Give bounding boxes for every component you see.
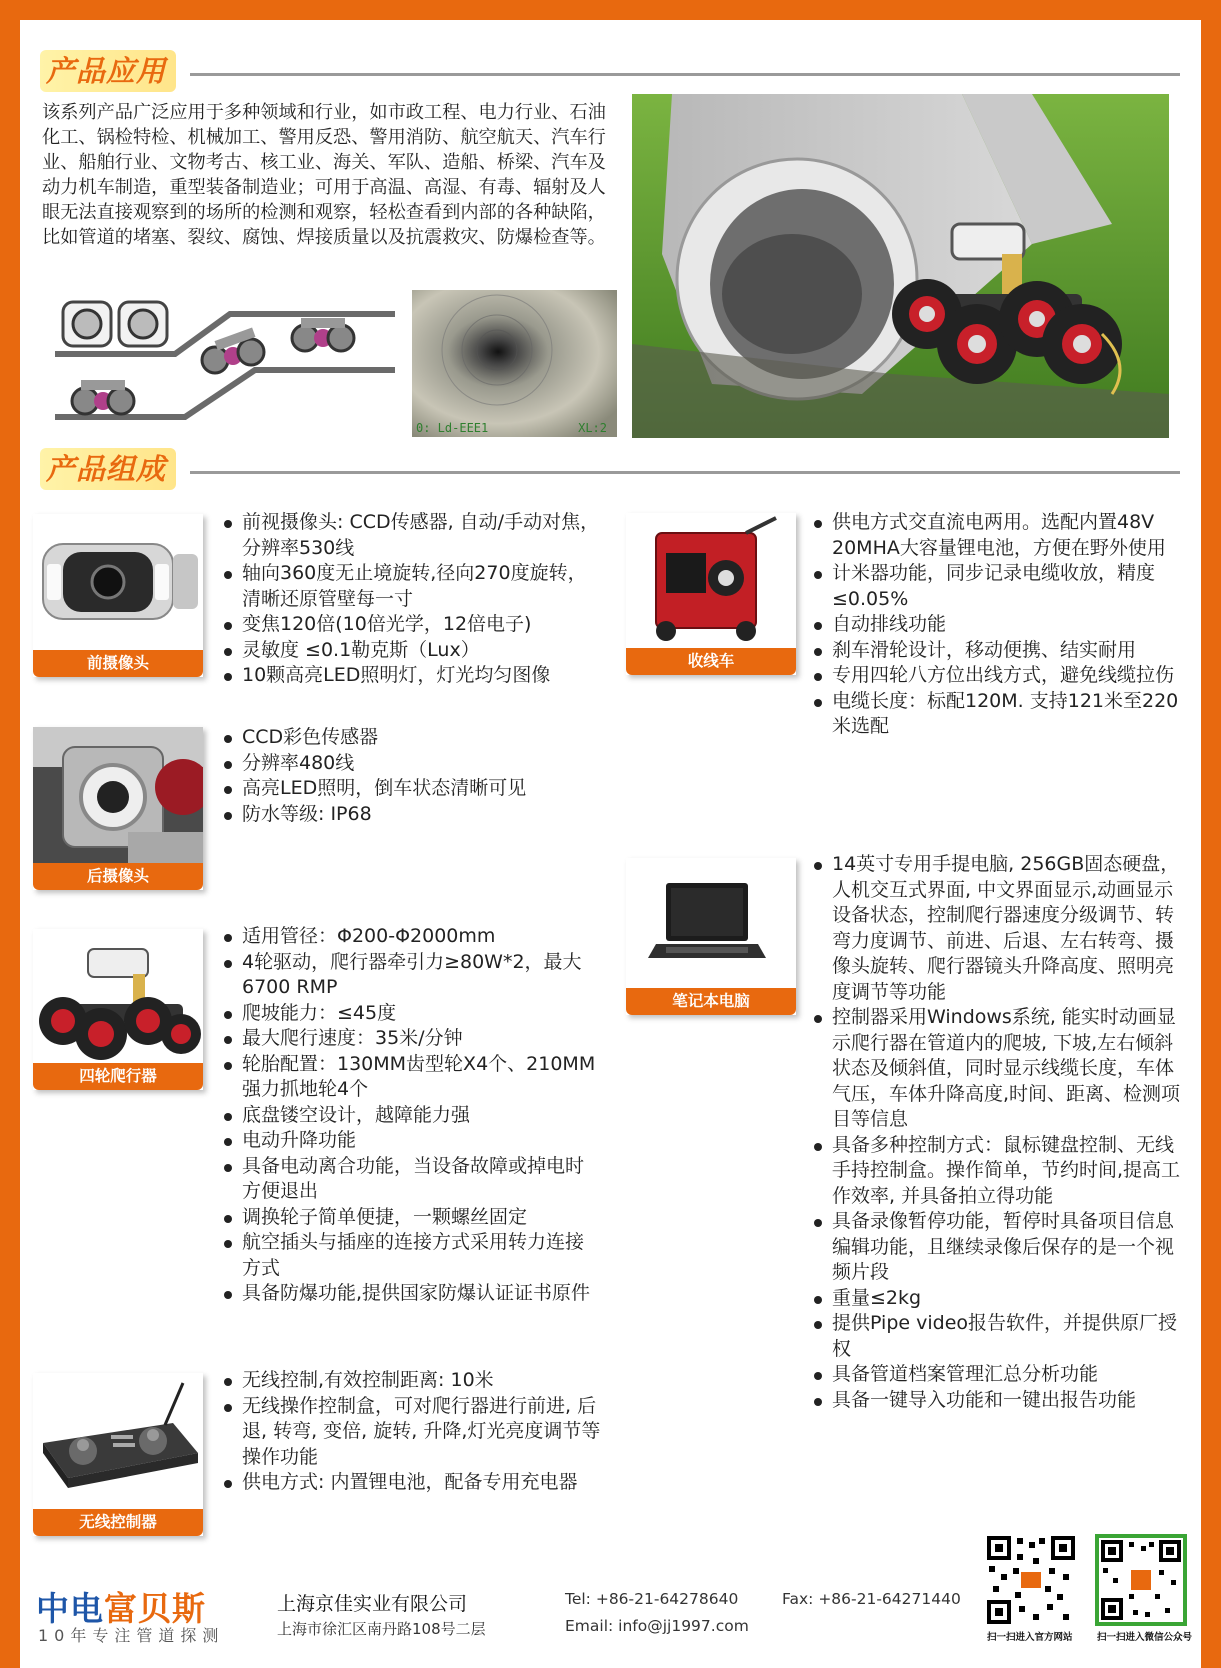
spec-item: 爬坡能力：≤45度 (222, 1001, 602, 1027)
spec-item: CCD彩色传感器 (222, 725, 602, 751)
component-card-wireless-controller (33, 1373, 203, 1536)
section-title: 产品组成 (40, 448, 176, 490)
pipe-overlay-left: 0: Ld-EEE1 (416, 421, 489, 435)
crawler-slope-diagram (55, 292, 395, 432)
spec-item: 适用管径：Φ200-Φ2000mm (222, 924, 602, 950)
front-camera-label: 前摄像头 (33, 650, 203, 677)
laptop-specs (812, 852, 1192, 1413)
qr-code-website-icon[interactable] (985, 1534, 1077, 1626)
intro-paragraph: 该系列产品广泛应用于多种领域和行业，如市政工程、电力行业、石油化工、锅检特检、机械加工、警用反恐、警用消防、航空航天、汽车行业、船舶行业、文物考古、核工业、海关、军队、造船、桥梁、汽车及动力机车制造，重型装备制造业；可用于高温、高湿、有毒、辐射及人眼无法直接观察到的场所的检测和观察，轻松查看到内部的各种缺陷，比如管道的堵塞、裂纹、腐蚀、焊接质量以及抗震救灾、防爆检查等。 (42, 102, 606, 248)
spec-item: 提供Pipe video报告软件，并提供原厂授权 (812, 1311, 1192, 1362)
pipe-overlay-right: XL:2 (578, 421, 607, 435)
crawler-label: 四轮爬行器 (33, 1063, 203, 1090)
component-card-crawler (33, 929, 203, 1090)
spec-item: 分辨率480线 (222, 751, 602, 777)
spec-item: 具备管道档案管理汇总分析功能 (812, 1362, 1192, 1388)
fax-number: Fax: +86-21-64271440 (782, 1590, 961, 1608)
component-card-laptop (626, 858, 796, 1015)
spec-item: 具备录像暂停功能，暂停时具备项目信息编辑功能，且继续录像后保存的是一个视频片段 (812, 1209, 1192, 1286)
email-address: Email: info@jj1997.com (565, 1617, 749, 1635)
rear-camera-image (33, 727, 203, 863)
front-camera-specs (222, 510, 602, 689)
spec-item: 10颗高亮LED照明灯，灯光均匀图像 (222, 663, 602, 689)
rear-camera-label: 后摄像头 (33, 863, 203, 890)
spec-item: 14英寸专用手提电脑, 256GB固态硬盘，人机交互式界面, 中文界面显示,动画显示设备状态，控制爬行器速度分级调节、转弯力度调节、前进、后退、左右转弯、摄像头旋转、爬行器镜头升降高度、照明亮度调节等功能 (812, 852, 1192, 1005)
reel-cart-image (626, 513, 796, 648)
spec-item: 变焦120倍(10倍光学，12倍电子) (222, 612, 602, 638)
spec-item: 刹车滑轮设计，移动便携、结实耐用 (812, 638, 1180, 664)
spec-item: 前视摄像头: CCD传感器, 自动/手动对焦，分辨率530线 (222, 510, 602, 561)
brand-logo-part1: 中电 (36, 1589, 104, 1628)
spec-item: 重量≤2kg (812, 1286, 1192, 1312)
spec-item: 具备防爆功能,提供国家防爆认证证书原件 (222, 1281, 602, 1307)
wireless-controller-image (33, 1373, 203, 1509)
laptop-label: 笔记本电脑 (626, 988, 796, 1015)
spec-item: 轴向360度无止境旋转,径向270度旋转，清晰还原管壁每一寸 (222, 561, 602, 612)
qr-code-wechat-icon[interactable] (1095, 1534, 1187, 1626)
section-rule (190, 471, 1180, 474)
laptop-image (626, 858, 796, 988)
brand-slogan: 10年专注管道探测 (38, 1626, 225, 1645)
brand-logo-part2: 富贝斯 (104, 1589, 206, 1628)
spec-item: 电动升降功能 (222, 1128, 602, 1154)
component-card-reel-cart (626, 513, 796, 675)
front-camera-image (33, 514, 203, 650)
section-header-composition (40, 448, 1180, 492)
spec-item: 无线操作控制盒，可对爬行器进行前进, 后退, 转弯, 变倍, 旋转, 升降,灯光亮度调节等操作功能 (222, 1394, 602, 1471)
spec-item: 电缆长度：标配120M. 支持121米至220米选配 (812, 689, 1180, 740)
reel-cart-label: 收线车 (626, 648, 796, 675)
spec-item: 具备一键导入功能和一键出报告功能 (812, 1388, 1192, 1414)
spec-item: 底盘镂空设计，越障能力强 (222, 1103, 602, 1129)
qr-caption-wechat: 扫一扫进入微信公众号 (1097, 1632, 1193, 1643)
wireless-controller-specs (222, 1368, 602, 1496)
component-card-rear-camera (33, 727, 203, 890)
qr-caption-website: 扫一扫进入官方网站 (987, 1632, 1073, 1643)
spec-item: 具备多种控制方式：鼠标键盘控制、无线手持控制盒。操作简单，节约时间,提高工作效率, 并具备拍立得功能 (812, 1133, 1192, 1210)
wireless-controller-label: 无线控制器 (33, 1509, 203, 1536)
spec-item: 调换轮子简单便捷，一颗螺丝固定 (222, 1205, 602, 1231)
field-crawler-photo (632, 94, 1169, 438)
phone-number: Tel: +86-21-64278640 (565, 1590, 739, 1608)
spec-item: 灵敏度 ≤0.1勒克斯（Lux） (222, 638, 602, 664)
spec-item: 供电方式: 内置锂电池，配备专用充电器 (222, 1470, 602, 1496)
crawler-specs (222, 924, 602, 1307)
pipe-interior-photo (412, 290, 617, 437)
spec-item: 自动排线功能 (812, 612, 1180, 638)
spec-item: 供电方式交直流电两用。选配内置48V 20MHA大容量锂电池，方便在野外使用 (812, 510, 1180, 561)
spec-item: 防水等级: IP68 (222, 802, 602, 828)
component-card-front-camera (33, 514, 203, 677)
spec-item: 最大爬行速度：35米/分钟 (222, 1026, 602, 1052)
spec-item: 4轮驱动，爬行器牵引力≥80W*2，最大6700 RMP (222, 950, 602, 1001)
spec-item: 无线控制,有效控制距离: 10米 (222, 1368, 602, 1394)
company-name: 上海京佳实业有限公司 (277, 1593, 468, 1615)
section-title: 产品应用 (40, 50, 176, 92)
spec-item: 计米器功能，同步记录电缆收放，精度≤0.05% (812, 561, 1180, 612)
spec-item: 专用四轮八方位出线方式，避免线缆拉伤 (812, 663, 1180, 689)
company-address: 上海市徐汇区南丹路108号二层 (277, 1620, 486, 1638)
crawler-image (33, 929, 203, 1063)
rear-camera-specs (222, 725, 602, 827)
spec-item: 控制器采用Windows系统, 能实时动画显示爬行器在管道内的爬坡, 下坡,左右倾斜状态及倾斜值，同时显示线缆长度，车体气压，车体升降高度,时间、距离、检测项目等信息 (812, 1005, 1192, 1133)
spec-item: 航空插头与插座的连接方式采用转力连接方式 (222, 1230, 602, 1281)
spec-item: 高亮LED照明，倒车状态清晰可见 (222, 776, 602, 802)
spec-item: 具备电动离合功能，当设备故障或掉电时方便退出 (222, 1154, 602, 1205)
section-rule (190, 73, 1180, 76)
section-header-application (40, 50, 1180, 94)
reel-cart-specs (812, 510, 1180, 740)
spec-item: 轮胎配置：130MM齿型轮X4个、210MM强力抓地轮4个 (222, 1052, 602, 1103)
